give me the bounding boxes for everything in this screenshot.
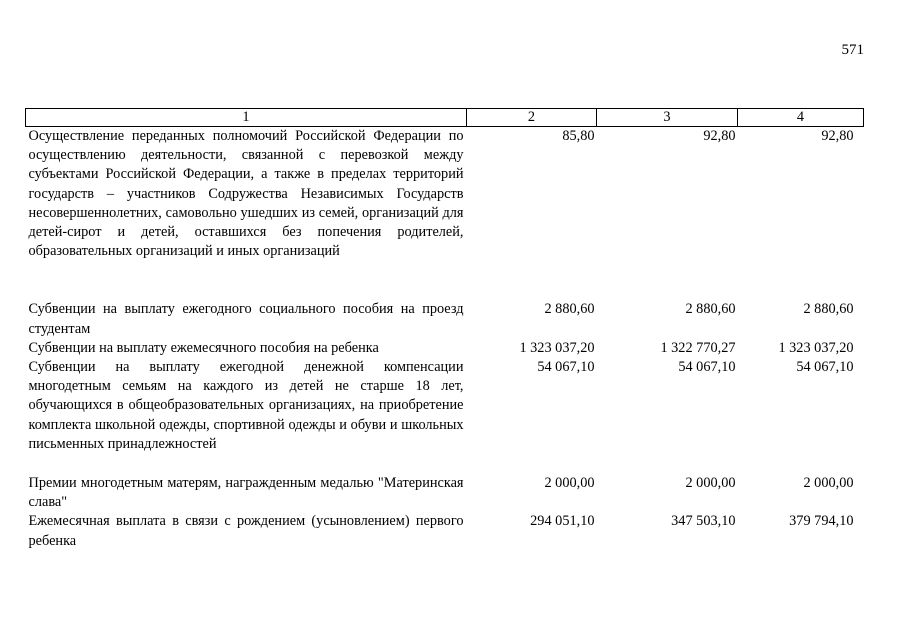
row-value-col4: 379 794,10 [789,513,854,530]
table-row [26,127,864,301]
row-value-col4: 2 000,00 [803,475,854,492]
row-value-col3: 347 503,10 [671,513,736,530]
row-value-col2: 294 051,10 [530,513,595,530]
header-row [26,109,864,127]
row-description: Субвенции на выплату ежегодной денежной компенсации многодетным семьям на каждого из детей не старше 18 лет, обучающихся в общеобразовательных организациях, на приобретение комплекта школьной одежды, спортивной одежды и обуви и школьных письменных принадлежностей [28,359,464,452]
row-description: Субвенции на выплату ежемесячного пособия на ребенка [28,339,379,356]
budget-table [25,108,864,551]
row-description: Премии многодетным матерям, награжденным медалью "Материнская слава" [28,475,464,511]
row-value-col4: 1 323 037,20 [778,339,854,356]
row-value-col2: 85,80 [562,128,595,144]
table-row [26,512,864,550]
column-header-4: 4 [738,109,864,127]
row-value-col4: 2 880,60 [803,301,854,318]
row-description: Ежемесячная выплата в связи с рождением (усыновлением) первого ребенка [28,513,464,549]
row-value-col3: 2 000,00 [685,475,736,492]
table-header [26,109,864,127]
column-header-2: 2 [467,109,597,127]
column-header-3: 3 [597,109,738,127]
row-value-col4: 54 067,10 [796,359,854,376]
table-row [26,300,864,338]
table-row [26,474,864,512]
row-value-col3: 54 067,10 [678,359,736,376]
row-value-col2: 2 000,00 [544,475,595,492]
column-header-1: 1 [26,109,467,127]
table-body [26,127,864,551]
row-description: Осуществление переданных полномочий Российской Федерации по осуществлению деятельности, связанной с перевозкой между субъектами Российской Федерации, а также в пределах территорий государств – участников Содружества Независимых Государств несовершеннолетних, самовольно ушедших из семей, организаций для детей-сирот и детей, оставшихся без попечения родителей, образовательных организаций и иных организаций [28,128,464,260]
row-value-col3: 2 880,60 [685,301,736,318]
row-value-col4: 92,80 [821,128,854,144]
table-row [26,339,864,358]
row-description: Субвенции на выплату ежегодного социального пособия на проезд студентам [28,301,464,337]
row-value-col2: 1 323 037,20 [519,339,595,356]
row-value-col3: 92,80 [703,128,736,144]
row-value-col2: 2 880,60 [544,301,595,318]
table-row [26,358,864,474]
page-number: 571 [841,42,864,58]
row-value-col2: 54 067,10 [537,359,595,376]
row-value-col3: 1 322 770,27 [660,339,736,356]
